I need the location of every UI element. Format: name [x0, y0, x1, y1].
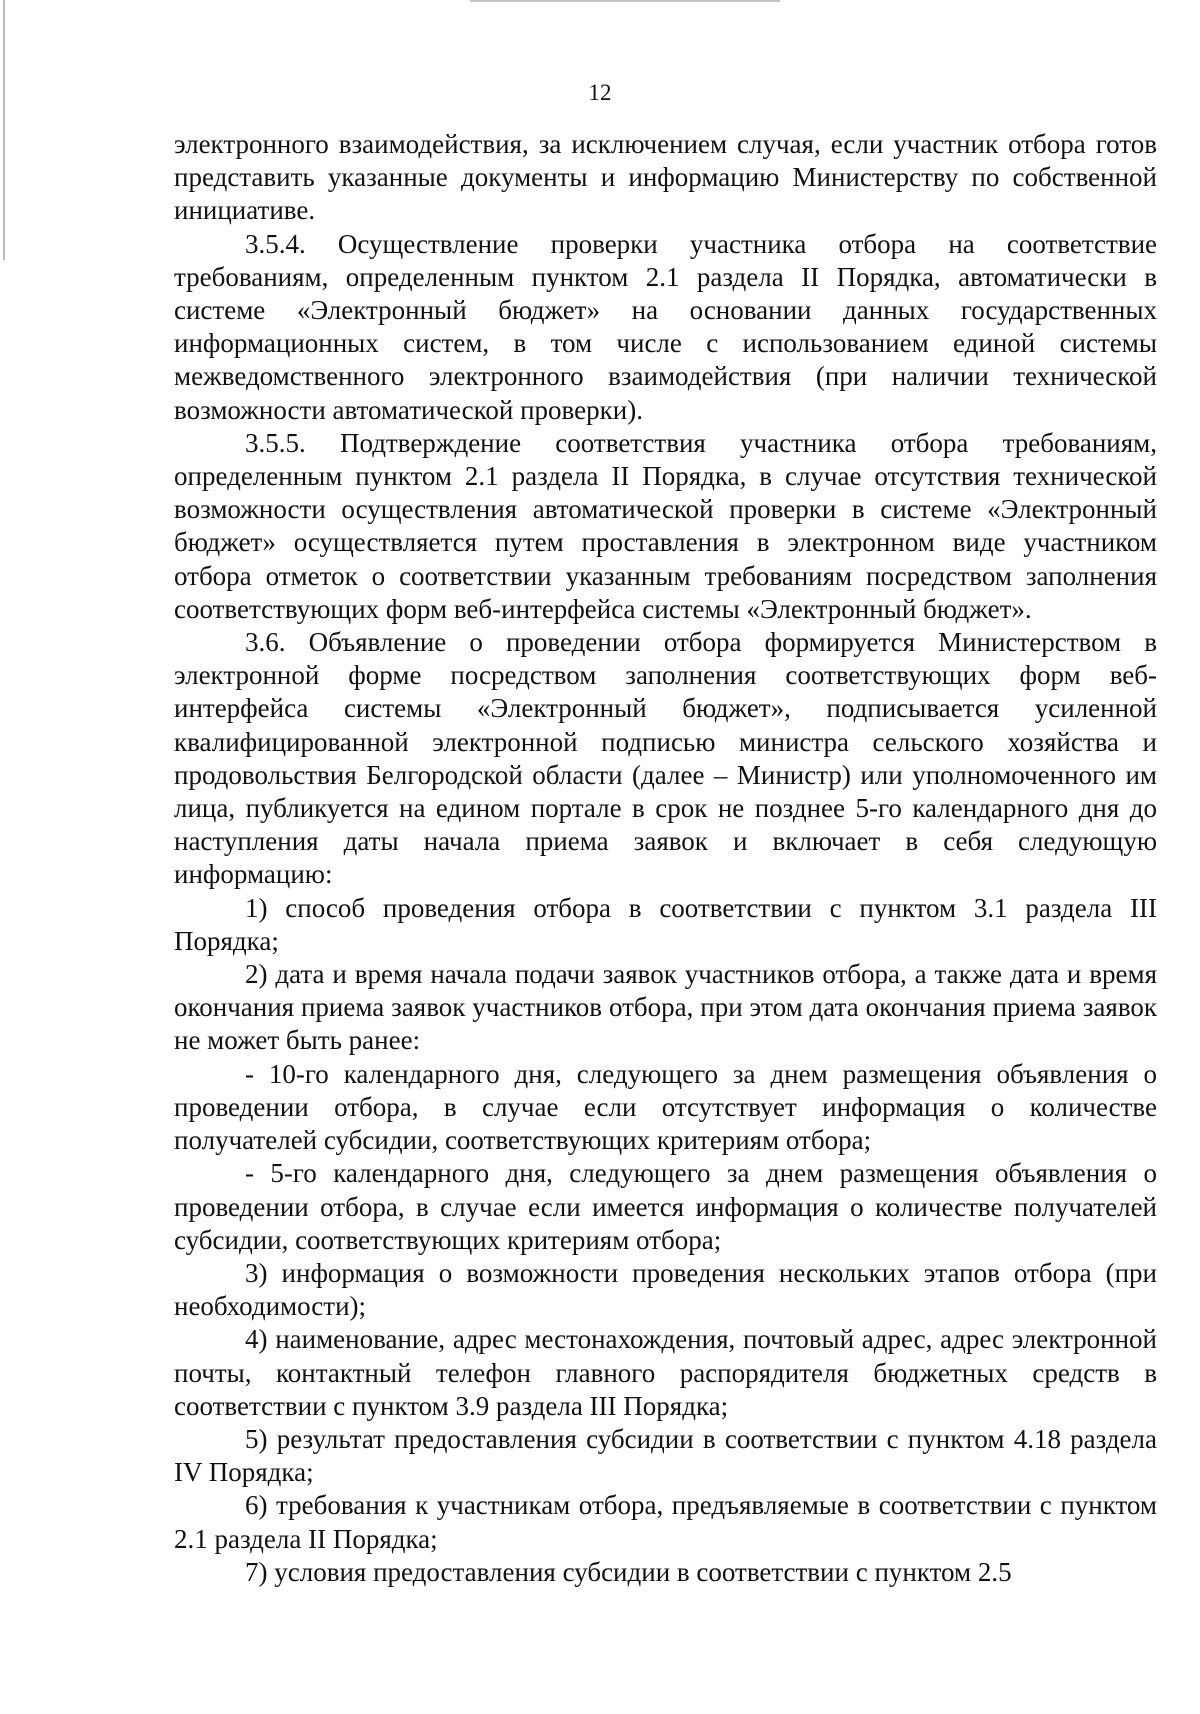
paragraph-3-5-4: 3.5.4. Осуществление проверки участника отбора на соответствие требованиям, определенным пунктом 2.1 раздела II Порядка, автоматически в системе «Электронный бюджет» на основании данных государственных информационных систем, в том числе с использованием единой системы межведомственного электронного взаимодействия (при наличии технической возможности автоматической проверки).	[174, 228, 1157, 425]
list-item-7: 7) условия предоставления субсидии в соответствии с пунктом 2.5	[245, 1556, 1012, 1587]
list-item-1: 1) способ проведения отбора в соответствии с пунктом 3.1 раздела III Порядка;	[174, 892, 1157, 956]
paragraph-3-6: 3.6. Объявление о проведении отбора формируется Министерством в электронной форме посредством заполнения соответствующих форм веб-интерфейса системы «Электронный бюджет», подписывается усиленной квалифицированной электронной подписью министра сельского хозяйства и продовольствия Белгородской области (далее – Министр) или уполномоченного им лица, публикуется на едином портале в срок не позднее 5-го календарного дня до наступления даты начала приема заявок и включает в себя следующую информацию:	[174, 627, 1157, 890]
list-item-3: 3) информация о возможности проведения нескольких этапов отбора (при необходимости);	[174, 1257, 1157, 1322]
paragraph-3-5-5: 3.5.5. Подтверждение соответствия участника отбора требованиям, определенным пунктом 2.1 раздела II Порядка, в случае отсутствия технической возможности осуществления автоматической проверки в системе «Электронный бюджет» осуществляется путем проставления в электронном виде участником отбора отметок о соответствии указанным требованиям посредством заполнения соответствующих форм веб-интерфейса системы «Электронный бюджет».	[174, 427, 1157, 624]
list-item-2-dash-1: - 10-го календарного дня, следующего за днем размещения объявления о проведении отбора, в случае если отсутствует информация о количестве получателей субсидии, соответствующих критериям отбора;	[174, 1058, 1157, 1156]
page-number: 12	[588, 80, 612, 105]
list-item-5: 5) результат предоставления субсидии в соответствии с пунктом 4.18 раздела IV Порядка;	[174, 1423, 1157, 1488]
list-item-2-dash-2: - 5-го календарного дня, следующего за днем размещения объявления о проведении отбора, в случае если имеется информация о количестве получателей субсидии, соответствующих критериям отбора;	[174, 1158, 1157, 1255]
list-item-4: 4) наименование, адрес местонахождения, почтовый адрес, адрес электронной почты, контактный телефон главного распорядителя бюджетных средств в соответствии с пунктом 3.9 раздела III Порядка;	[174, 1324, 1157, 1421]
list-item-6: 6) требования к участникам отбора, предъявляемые в соответствии с пунктом 2.1 раздела II Порядка;	[174, 1490, 1157, 1554]
scan-edge-left	[3, 0, 5, 260]
document-body	[174, 128, 1157, 1589]
scan-edge-top	[470, 0, 780, 2]
paragraph-continuation: электронного взаимодействия, за исключением случая, если участник отбора готов представить указанные документы и информацию Министерству по собственной инициативе.	[174, 129, 1157, 226]
list-item-2: 2) дата и время начала подачи заявок участников отбора, а также дата и время окончания приема заявок участников отбора, при этом дата окончания приема заявок не может быть ранее:	[174, 959, 1157, 1056]
